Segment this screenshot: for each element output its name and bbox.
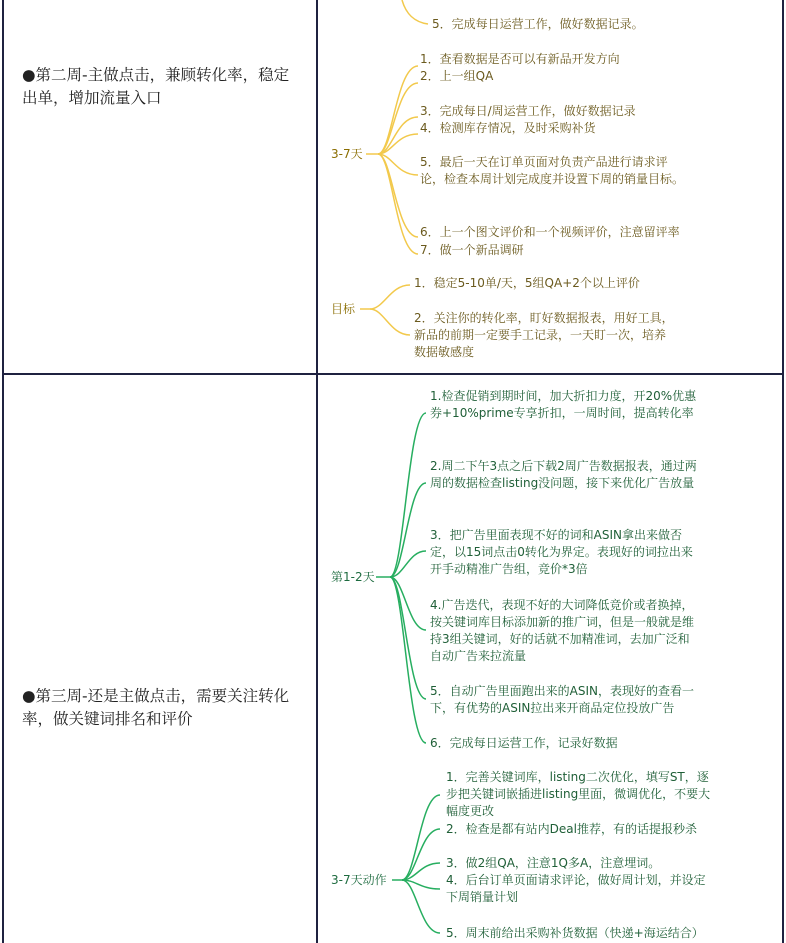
connector-week2-goal [360, 285, 410, 335]
connector-week3-3-7 [392, 795, 440, 933]
week2-goal-item: 2．关注你的转化率，盯好数据报表，用好工具，新品的前期一定要手工记录，一天盯一次，培养数据敏感度 [414, 311, 674, 359]
week3-item: 6．完成每日运营工作，记录好数据 [430, 736, 618, 750]
connector-week2-3-7 [366, 66, 418, 254]
week2-top-item: 5．完成每日运营工作，做好数据记录。 [432, 17, 644, 31]
week2-item: 3．完成每日/周运营工作，做好数据记录 [420, 104, 636, 118]
week2-item: 5．最后一天在订单页面对负责产品进行请求评论，检查本周计划完成度并设置下周的销量目标。 [420, 155, 685, 186]
week3-title: ●第三周-还是主做点击，需要关注转化率，做关键词排名和评价 [22, 687, 290, 728]
week2-item: 1．查看数据是否可以有新品开发方向 [420, 52, 620, 66]
week3-action-item: 1．完善关键词库，listing二次优化，填写ST，逐步把关键词嵌插进listing里面，微调优化，不要大幅度更改 [446, 770, 711, 818]
week2-branch-label-3-7: 3-7天 [331, 147, 363, 161]
week2-branch-label-goal: 目标 [331, 302, 356, 316]
week3-item: 5．自动广告里面跑出来的ASIN，表现好的查看一下，有优势的ASIN拉出来开商品定位投放广告 [430, 684, 694, 715]
week2-title: ●第二周-主做点击，兼顾转化率，稳定出单，增加流量入口 [22, 66, 290, 107]
connector-week3-1-2 [376, 413, 426, 743]
week3-item: 1.检查促销到期时间，加大折扣力度，开20%优惠券+10%prime专享折扣，一周时间，提高转化率 [430, 389, 697, 420]
week3-item: 2.周二下午3点之后下载2周广告数据报表，通过两周的数据检查listing没问题，接下来优化广告放量 [430, 459, 697, 490]
week3-action-item: 4．后台订单页面请求评论，做好周计划，并设定下周销量计划 [446, 873, 706, 904]
week2-item: 7．做一个新品调研 [420, 243, 524, 257]
week3-action-item: 3．做2组QA，注意1Q多A，注意埋词。 [446, 856, 661, 870]
week3-item: 3．把广告里面表现不好的词和ASIN拿出来做否定，以15词点击0转化为界定。表现好的词拉出来开手动精准广告组，竞价*3倍 [430, 528, 693, 576]
connector-top-item [402, 0, 428, 24]
week2-item: 6．上一个图文评价和一个视频评价，注意留评率 [420, 225, 680, 239]
week3-branch-label-1-2: 第1-2天 [331, 570, 375, 584]
week3-item: 4.广告迭代，表现不好的大词降低竞价或者换掉，按关键词库目标添加新的推广词，但是一般就是维持3组关键词，好的话就不加精准词，去加广泛和自动广告来拉流量 [430, 598, 695, 663]
week2-item: 4．检测库存情况，及时采购补货 [420, 121, 596, 135]
week2-goal-item: 1．稳定5-10单/天，5组QA+2个以上评价 [414, 276, 640, 290]
week3-action-item: 5．周末前给出采购补货数据（快递+海运结合） [446, 926, 704, 940]
week2-item: 2．上一组QA [420, 69, 494, 83]
week3-action-item: 2．检查是都有站内Deal推荐，有的话提报秒杀 [446, 822, 697, 836]
week3-branch-label-3-7: 3-7天动作 [331, 873, 387, 887]
